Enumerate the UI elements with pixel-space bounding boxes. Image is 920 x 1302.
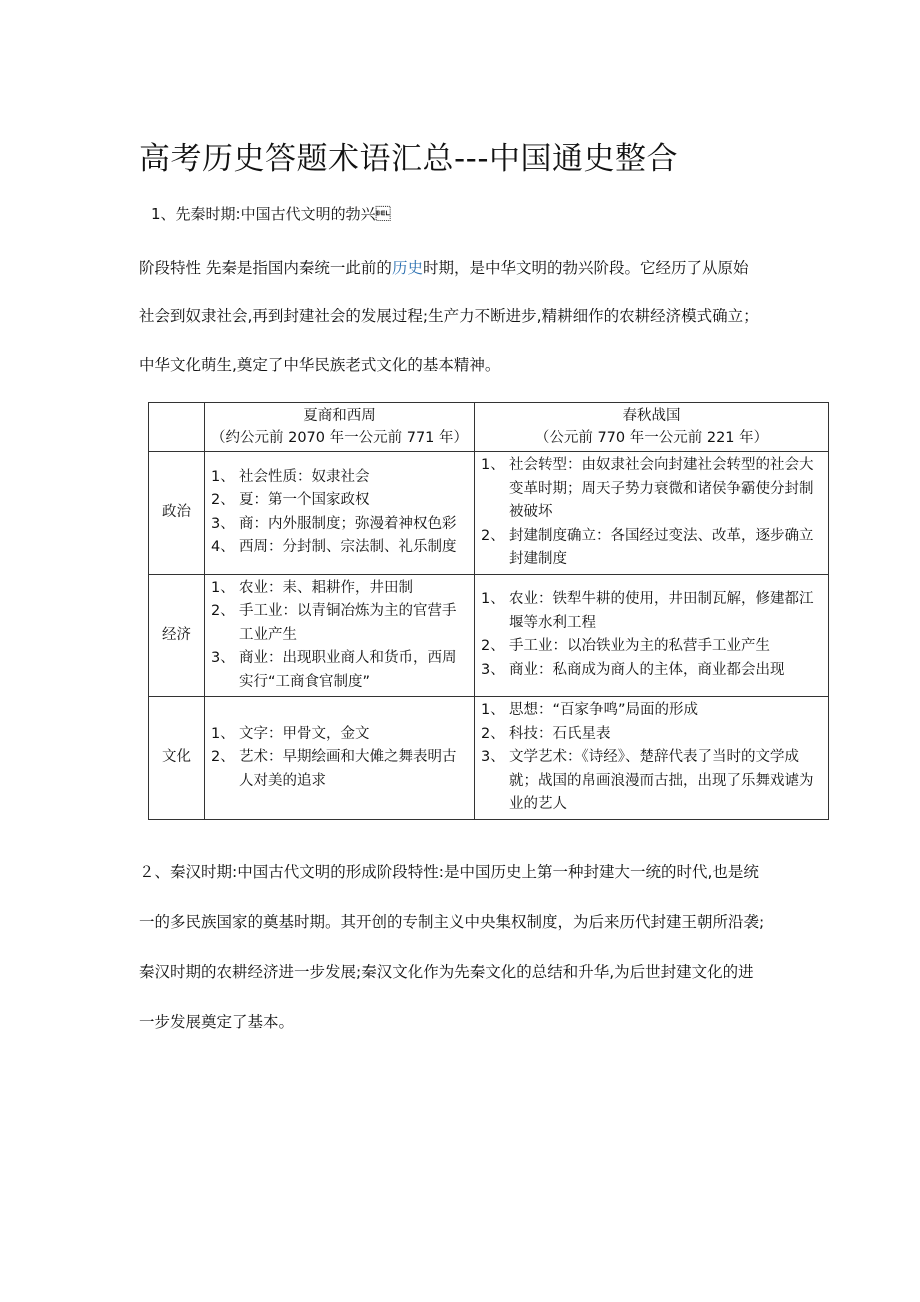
list-item: 2、 科技：石氏星表 <box>481 725 611 742</box>
section-1-paragraph-line-2: 社会到奴隶社会,再到封建社会的发展过程;生产力不断进步,精耕细作的农耕经济模式确立； <box>139 307 759 325</box>
list-item: 1、 农业：耒、耜耕作，井田制 <box>211 579 413 596</box>
list-item: 2、 封建制度确立：各国经过变法、改革，逐步确立封建制度 <box>481 527 814 567</box>
table-row <box>149 452 829 575</box>
table-corner-cell <box>149 403 205 452</box>
section-1-paragraph-line-3: 中华文化萌生,奠定了中华民族老式文化的基本精神。 <box>139 356 501 374</box>
culture-xia-shang-zhou-cell <box>205 697 475 820</box>
economy-xia-shang-zhou-cell <box>205 574 475 697</box>
list-item: 3、 文学艺术：《诗经》、楚辞代表了当时的文学成就；战国的帛画浪漫而古拙，出现了乐舞戏谑为业的艺人 <box>481 749 814 812</box>
section-1-heading: 1、先秦时期:中国古代文明的勃兴 <box>151 205 391 223</box>
economy-chunqiu-zhanguo-cell <box>475 574 829 697</box>
list-item: 1、 文字：甲骨文，金文 <box>211 725 370 742</box>
list-item: 1、 社会转型：由奴隶社会向封建社会转型的社会大变革时期；周天子势力衰微和诸侯争霸使分封制被破坏 <box>481 457 814 520</box>
list-item: 1、 思想：“百家争鸣”局面的形成 <box>481 702 699 718</box>
row-category-economy: 经济 <box>149 574 205 697</box>
row-category-politics: 政治 <box>149 452 205 575</box>
list-item: 3、 商业：私商成为商人的主体，商业都会出现 <box>481 661 785 678</box>
list-item: 1、 农业：铁犁牛耕的使用，井田制瓦解，修建都江堰等水利工程 <box>481 591 814 631</box>
politics-xia-shang-zhou-cell <box>205 452 475 575</box>
list-item: 2、 夏：第一个国家政权 <box>211 492 370 509</box>
list-item: 1、 社会性质：奴隶社会 <box>211 468 370 485</box>
page-title: 高考历史答题术语汇总---中国通史整合 <box>139 141 679 177</box>
row-category-culture: 文化 <box>149 697 205 820</box>
section-2-paragraph-line-2: 一的多民族国家的奠基时期。其开创的专制主义中央集权制度，为后来历代封建王朝所沿袭; <box>139 913 765 931</box>
list-item: 2、 艺术：早期绘画和大傩之舞表明古人对美的追求 <box>211 749 457 789</box>
section-1-paragraph-line-1: 阶段特性 先秦是指国内秦统一此前的历史时期，是中华文明的勃兴阶段。它经历了从原始 <box>139 259 749 277</box>
history-link[interactable]: 历史 <box>391 259 423 277</box>
list-item: 2、 手工业：以青铜冶炼为主的官营手工业产生 <box>211 603 457 643</box>
section-2-paragraph-line-3: 秦汉时期的农耕经济进一步发展;秦汉文化作为先秦文化的总结和升华,为后世封建文化的进 <box>139 963 754 981</box>
list-item: 3、 商业：出现职业商人和货币，西周实行“工商食官制度” <box>211 650 457 690</box>
section-2-paragraph-line-4: 一步发展奠定了基本。 <box>139 1013 295 1031</box>
table-header-row <box>149 403 829 452</box>
politics-chunqiu-zhanguo-cell <box>475 452 829 575</box>
period-comparison-table <box>148 402 829 820</box>
header-xia-shang-zhou: 夏商和西周 （约公元前 2070 年一公元前 771 年） <box>205 403 475 452</box>
table-row <box>149 574 829 697</box>
list-item: 3、 商：内外服制度；弥漫着神权色彩 <box>211 515 457 532</box>
section-2-paragraph-line-1: ２、秦汉时期:中国古代文明的形成阶段特性:是中国历史上第一种封建大一统的时代,也是统 <box>139 863 759 881</box>
header-chunqiu-zhanguo: 春秋战国 （公元前 770 年一公元前 221 年） <box>475 403 829 452</box>
list-item: 2、 手工业：以冶铁业为主的私营手工业产生 <box>481 638 770 655</box>
table-row <box>149 697 829 820</box>
culture-chunqiu-zhanguo-cell <box>475 697 829 820</box>
list-item: 4、 西周：分封制、宗法制、礼乐制度 <box>211 539 457 556</box>
